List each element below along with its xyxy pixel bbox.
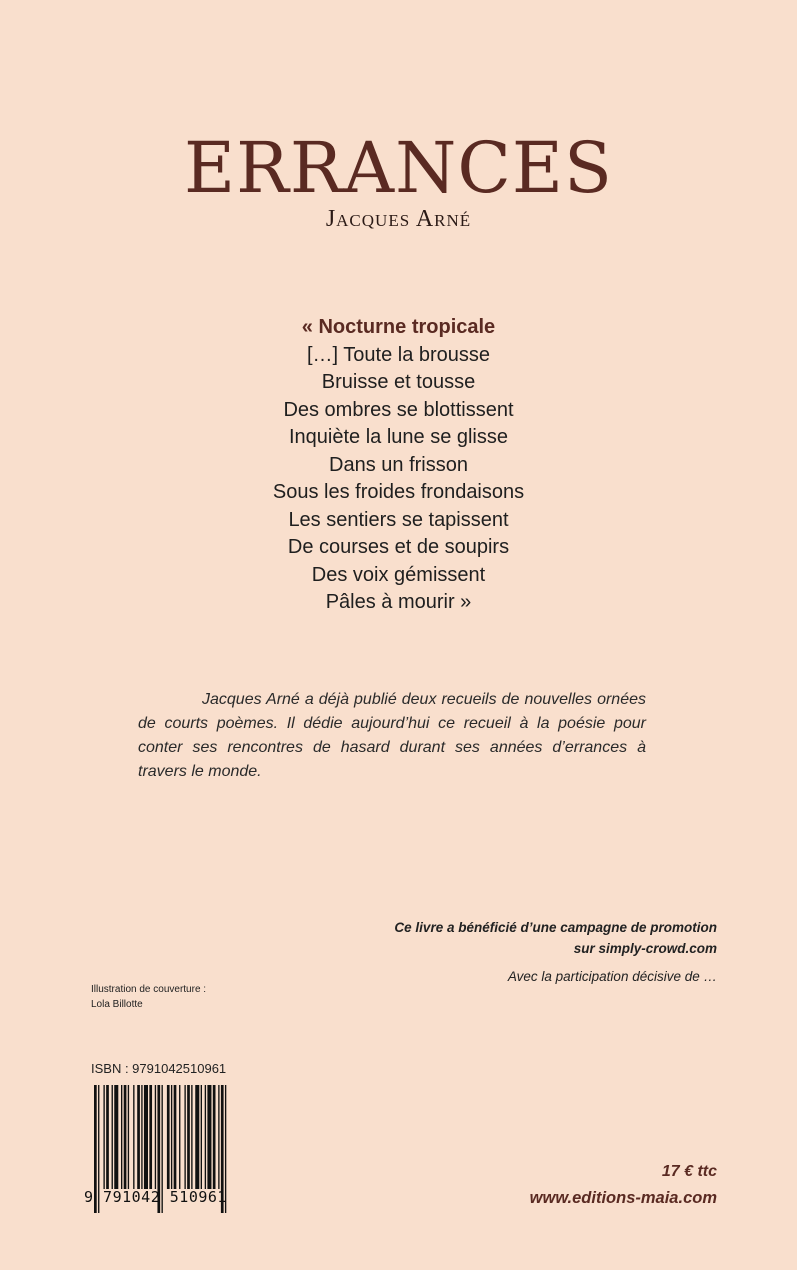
barcode-bar xyxy=(179,1085,180,1189)
barcode-bar xyxy=(133,1085,134,1189)
barcode-bar xyxy=(149,1085,152,1189)
barcode-bar xyxy=(141,1085,142,1189)
barcode-bar xyxy=(174,1085,177,1189)
poem-line: Inquiète la lune se glisse xyxy=(288,426,509,448)
barcode-bar xyxy=(114,1085,118,1189)
barcode-bar xyxy=(201,1085,202,1189)
book-title: ERRANCES xyxy=(184,127,613,209)
participation-note: Avec la participation décisive de … xyxy=(507,969,717,984)
promo-line: Ce livre a bénéficié d’une campagne de promotion xyxy=(394,920,717,935)
barcode-bar xyxy=(191,1085,192,1189)
poem-line: De courses et de soupirs xyxy=(287,536,510,558)
credit-name: Lola Billotte xyxy=(91,999,143,1010)
barcode-bar xyxy=(144,1085,148,1189)
poem-line: « Nocturne tropicale xyxy=(301,316,496,338)
illustration-credit xyxy=(91,982,206,1012)
author-blurb: Jacques Arné a déjà publié deux recueils de nouvelles ornées de courts poèmes. Il dédie aujourd’hui ce recueil à la poésie pour conter ses rencontres de hasard durant ses années d’errances à travers le monde. xyxy=(138,691,646,780)
poem-line: Dans un frisson xyxy=(329,453,468,476)
poem-line: Les sentiers se tapissent xyxy=(288,508,509,531)
barcode-bar xyxy=(128,1085,129,1189)
poem-line: Des voix gémissent xyxy=(311,563,486,586)
barcode-bar xyxy=(167,1085,170,1189)
promo-notice xyxy=(394,917,717,959)
barcode-bar xyxy=(195,1085,199,1189)
author-name: Jacques Arné xyxy=(325,206,472,232)
barcode-bar xyxy=(103,1085,104,1189)
poem-line: Sous les froides frondaisons xyxy=(272,481,525,503)
barcode-bar xyxy=(112,1085,113,1189)
isbn-label: ISBN : 9791042510961 xyxy=(91,1061,227,1076)
barcode-bar xyxy=(205,1085,206,1189)
credit-label: Illustration de couverture : xyxy=(91,984,207,995)
barcode-bar xyxy=(137,1085,140,1189)
barcode-bar xyxy=(106,1085,109,1189)
barcode-bar xyxy=(171,1085,172,1189)
barcode-bar xyxy=(187,1085,190,1189)
poem-line: Pâles à mourir » xyxy=(325,591,472,613)
poem-line: […] Toute la brousse xyxy=(306,343,491,366)
poem-line: Bruisse et tousse xyxy=(321,371,476,393)
barcode-bar xyxy=(207,1085,211,1189)
barcode-bar xyxy=(218,1085,219,1189)
barcode-bar xyxy=(121,1085,122,1189)
poem-line: Des ombres se blottissent xyxy=(283,398,514,421)
barcode-bar xyxy=(184,1085,185,1189)
publisher-website: www.editions-maia.com xyxy=(529,1189,717,1207)
price: 17 € ttc xyxy=(661,1163,717,1180)
barcode-bar xyxy=(213,1085,216,1189)
barcode-bar xyxy=(155,1085,156,1189)
barcode-bar xyxy=(124,1085,127,1189)
promo-line: sur simply-crowd.com xyxy=(573,941,717,956)
poem-excerpt xyxy=(0,314,797,617)
barcode-digits: 9 791042 510961 xyxy=(84,1188,227,1206)
